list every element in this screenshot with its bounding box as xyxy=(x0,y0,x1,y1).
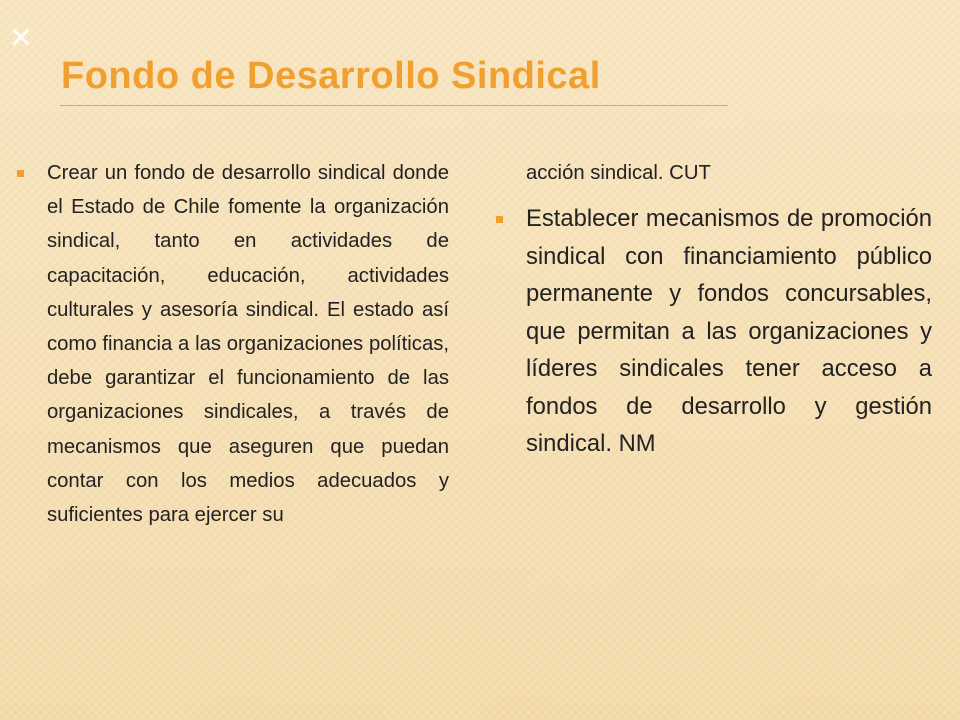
bullet-text: Crear un fondo de desarrollo sindical donde el Estado de Chile fomente la organización sindical, tanto en actividades de capacitación, educación, actividades culturales y asesoría sindical. El estado así como financia a las organizaciones políticas, debe garantizar el funcionamiento de las organizaciones sindicales, a través de mecanismos que aseguren que puedan contar con los medios adecuados y suficientes para ejercer su xyxy=(47,162,449,527)
bullet-item xyxy=(47,156,449,532)
square-bullet-icon xyxy=(496,216,503,223)
continued-text: acción sindical. CUT xyxy=(526,162,711,184)
bullet-text: Establecer mecanismos de promoción sindical con financiamiento público permanente y fondos concursables, que permitan a las organizaciones y líderes sindicales tener acceso a fondos de desarrollo y gestión sindical. NM xyxy=(526,205,932,457)
x-mark-icon: ✕ xyxy=(8,21,34,56)
title-underline xyxy=(60,105,728,106)
left-column xyxy=(47,156,449,532)
right-column xyxy=(526,156,932,463)
square-bullet-icon xyxy=(17,170,24,177)
bullet-item xyxy=(526,200,932,463)
slide-title: Fondo de Desarrollo Sindical xyxy=(61,55,601,97)
